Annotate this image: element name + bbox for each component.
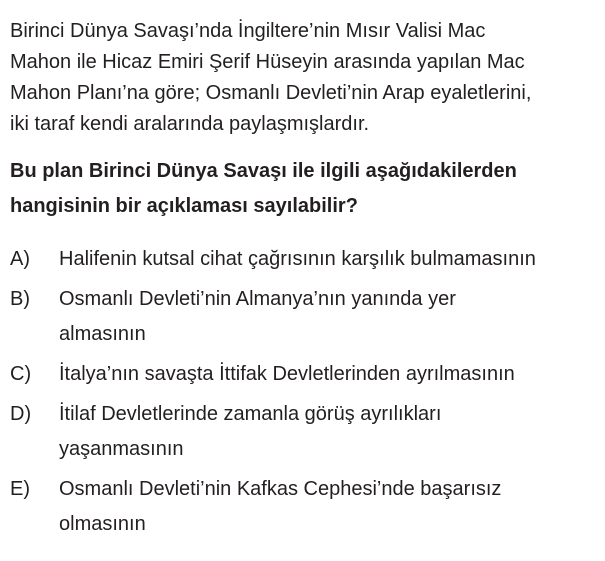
- option-e[interactable]: [10, 472, 600, 542]
- answer-options: [10, 242, 600, 542]
- question-prompt: [10, 154, 600, 224]
- option-d[interactable]: [10, 397, 600, 467]
- option-line: İtalya’nın savaşta İttifak Devletlerinden ayrılmasının: [59, 363, 515, 385]
- option-line: almasının: [59, 323, 146, 345]
- option-line: Osmanlı Devleti’nin Almanya’nın yanında yer: [59, 288, 456, 310]
- option-letter: B): [10, 288, 30, 310]
- option-letter: D): [10, 403, 32, 425]
- option-text: [59, 357, 515, 392]
- option-letter: A): [10, 248, 30, 270]
- option-text: [59, 397, 441, 467]
- option-letter: C): [10, 363, 32, 385]
- question-stem: [10, 16, 600, 140]
- stem-line: Birinci Dünya Savaşı’nda İngiltere’nin Mısır Valisi Mac: [10, 20, 486, 42]
- stem-line: iki taraf kendi aralarında paylaşmışlardır.: [10, 113, 370, 135]
- option-text: [59, 242, 536, 277]
- option-line: yaşanmasının: [59, 438, 184, 460]
- prompt-line: Bu plan Birinci Dünya Savaşı ile ilgili aşağıdakilerden: [10, 160, 517, 182]
- option-line: İtilaf Devletlerinde zamanla görüş ayrılıkları: [59, 403, 442, 425]
- option-a[interactable]: [10, 242, 600, 277]
- option-text: [59, 472, 501, 542]
- prompt-line: hangisinin bir açıklaması sayılabilir?: [10, 195, 358, 217]
- option-b[interactable]: [10, 282, 600, 352]
- option-letter: E): [10, 478, 30, 500]
- option-line: Osmanlı Devleti’nin Kafkas Cephesi’nde başarısız: [59, 478, 502, 500]
- stem-line: Mahon Planı’na göre; Osmanlı Devleti’nin Arap eyaletlerini,: [10, 82, 532, 104]
- option-line: olmasının: [59, 513, 146, 535]
- option-text: [59, 282, 456, 352]
- option-line: Halifenin kutsal cihat çağrısının karşılık bulmamasının: [59, 248, 536, 270]
- option-c[interactable]: [10, 357, 600, 392]
- question-block: [10, 16, 600, 547]
- stem-line: Mahon ile Hicaz Emiri Şerif Hüseyin arasında yapılan Mac: [10, 51, 525, 73]
